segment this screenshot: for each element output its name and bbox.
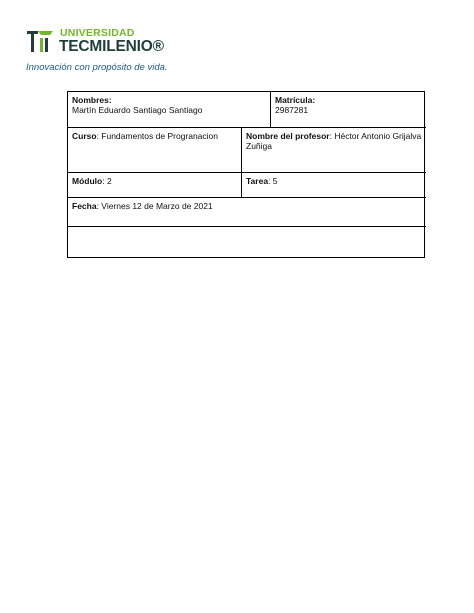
profesor-label: Nombre del profesor — [246, 131, 330, 141]
empty-cell — [68, 227, 426, 257]
logo-brand-text: TECMILENIO® — [59, 38, 164, 55]
nombres-label: Nombres: — [72, 95, 112, 105]
fecha-value: : Viernes 12 de Marzo de 2021 — [96, 201, 213, 211]
fecha-cell — [68, 198, 426, 227]
nombres-value: Martín Eduardo Santiago Santiago — [72, 105, 203, 115]
logo-tagline: Innovación con propósito de vida. — [26, 62, 168, 73]
curso-value: : Fundamentos de Progranacion — [96, 131, 218, 141]
matricula-cell — [271, 92, 426, 128]
profesor-cell — [242, 128, 426, 173]
tarea-cell — [242, 173, 426, 198]
modulo-cell — [68, 173, 242, 198]
profesor-value: : Héctor Antonio Grijalva Zuñiga — [246, 131, 422, 151]
curso-cell — [68, 128, 242, 173]
logo-university-text: UNIVERSIDAD — [60, 27, 135, 39]
tarea-value: : 5 — [268, 176, 278, 186]
matricula-value: 2987281 — [275, 105, 309, 115]
tarea-label: Tarea — [246, 176, 269, 186]
matricula-label: Matrícula: — [275, 95, 316, 105]
student-info-table — [67, 91, 425, 258]
curso-label: Curso — [72, 131, 97, 141]
modulo-value: : 2 — [102, 176, 112, 186]
tecmilenio-logo-icon — [26, 28, 54, 56]
university-logo — [26, 26, 186, 78]
nombres-cell — [68, 92, 271, 128]
modulo-label: Módulo — [72, 176, 103, 186]
fecha-label: Fecha — [72, 201, 97, 211]
